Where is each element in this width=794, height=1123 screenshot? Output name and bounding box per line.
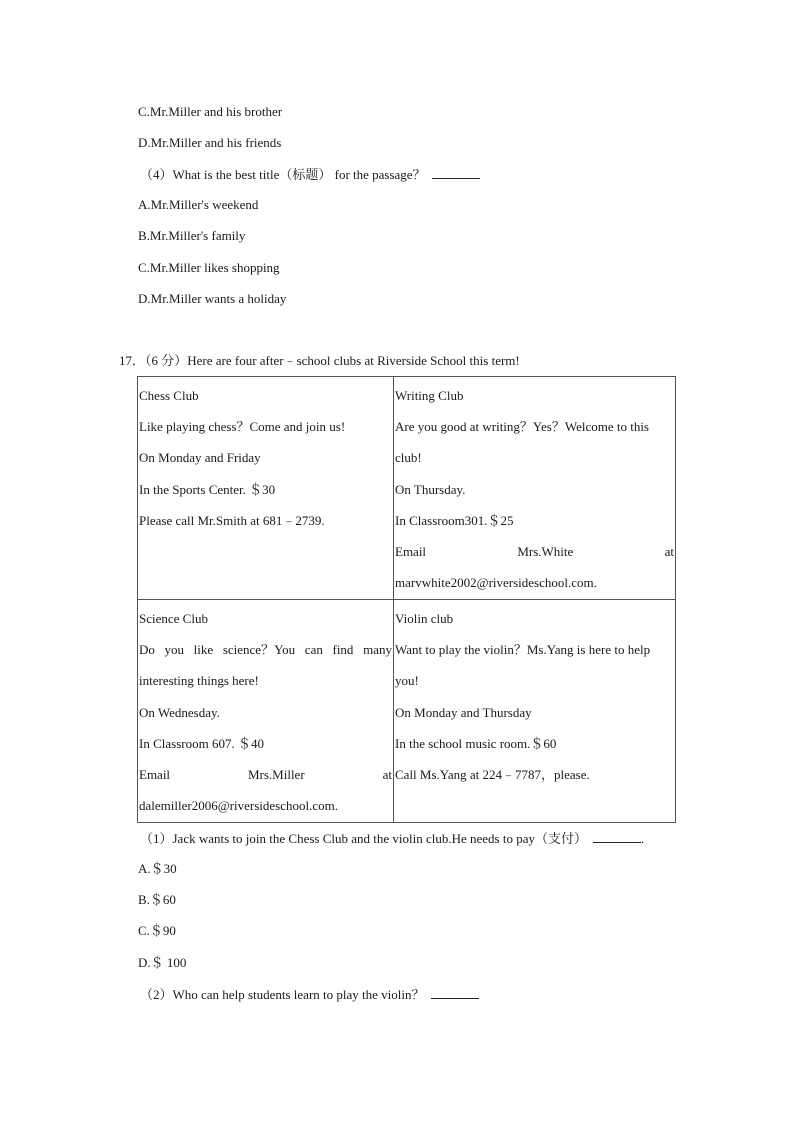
writing-email-line: [395, 536, 674, 567]
violin-line-2: you!: [395, 673, 419, 689]
answer-blank[interactable]: [432, 166, 480, 179]
sub1-option-b: B.＄60: [138, 892, 176, 907]
chess-club-title: Chess Club: [139, 388, 199, 403]
sub-question-2-text: （2）Who can help students learn to play the violin？: [140, 987, 425, 1002]
question-4-text: （4）What is the best title（标题） for the passage？: [140, 167, 426, 182]
science-word: can: [304, 642, 323, 658]
q4-option-b: B.Mr.Miller's family: [138, 228, 246, 243]
writing-email-person: Mrs.White: [517, 544, 574, 560]
question-17-heading: 17．（6 分）Here are four after﹣school clubs at Riverside School this term!: [119, 353, 520, 368]
science-email-label: Email: [139, 767, 171, 783]
science-email-line: [139, 759, 392, 790]
answer-blank[interactable]: [431, 986, 479, 999]
writing-club-title: Writing Club: [395, 388, 464, 403]
sub-question-1: [140, 830, 644, 847]
science-word: science？You: [222, 642, 296, 658]
question-4: [140, 166, 480, 183]
science-email-person: Mrs.Miller: [247, 767, 305, 783]
chess-line-3: In the Sports Center. ＄30: [139, 481, 276, 497]
sub-question-2: [140, 986, 479, 1003]
science-club-title: Science Club: [139, 611, 208, 626]
science-word: you: [164, 642, 185, 658]
violin-line-1: Want to play the violin？Ms.Yang is here to help: [395, 642, 651, 658]
science-line-1: [139, 634, 392, 665]
option-c-prev: C.Mr.Miller and his brother: [138, 104, 283, 119]
writing-club-cell: [394, 377, 676, 600]
science-word: find: [332, 642, 354, 658]
writing-line-4: In Classroom301.＄25: [395, 512, 514, 528]
chess-line-2: On Monday and Friday: [139, 450, 261, 466]
violin-line-4: In the school music room.＄60: [395, 735, 557, 751]
violin-line-3: On Monday and Thursday: [395, 704, 532, 720]
clubs-table: [137, 376, 676, 823]
sub-question-1-end: .: [641, 831, 645, 846]
writing-email-label: Email: [395, 544, 427, 560]
science-line-3: On Wednesday.: [139, 704, 220, 720]
writing-line-2: club!: [395, 450, 422, 466]
violin-club-title: Violin club: [395, 611, 454, 626]
writing-line-1: Are you good at writing？Yes？Welcome to this: [395, 419, 649, 435]
science-club-cell: [138, 600, 394, 823]
chess-line-4: Please call Mr.Smith at 681﹣2739.: [139, 512, 325, 528]
science-word: many: [363, 642, 392, 658]
science-email-address: dalemiller2006@riversideschool.com.: [139, 798, 338, 814]
science-word: Do: [139, 642, 155, 658]
chess-club-cell: [138, 377, 394, 600]
option-d-prev: D.Mr.Miller and his friends: [138, 135, 282, 150]
writing-line-3: On Thursday.: [395, 481, 466, 497]
writing-email-address: marvwhite2002@riversideschool.com.: [395, 575, 597, 591]
sub1-option-c: C.＄90: [138, 923, 176, 938]
q4-option-c: C.Mr.Miller likes shopping: [138, 260, 280, 275]
sub-question-1-text: （1）Jack wants to join the Chess Club and the violin club.He needs to pay（支付）: [140, 831, 587, 846]
science-line-2: interesting things here!: [139, 673, 259, 689]
science-email-at: at: [382, 767, 392, 783]
violin-line-5: Call Ms.Yang at 224﹣7787，please.: [395, 767, 590, 783]
answer-blank[interactable]: [593, 830, 641, 843]
sub1-option-a: A.＄30: [138, 861, 177, 876]
q4-option-a: A.Mr.Miller's weekend: [138, 197, 259, 212]
science-line-4: In Classroom 607. ＄40: [139, 735, 264, 751]
science-word: like: [193, 642, 214, 658]
writing-email-at: at: [664, 544, 674, 560]
q4-option-d: D.Mr.Miller wants a holiday: [138, 291, 287, 306]
violin-club-cell: [394, 600, 676, 823]
sub1-option-d: D.＄ 100: [138, 955, 187, 970]
chess-line-1: Like playing chess？Come and join us!: [139, 419, 346, 435]
